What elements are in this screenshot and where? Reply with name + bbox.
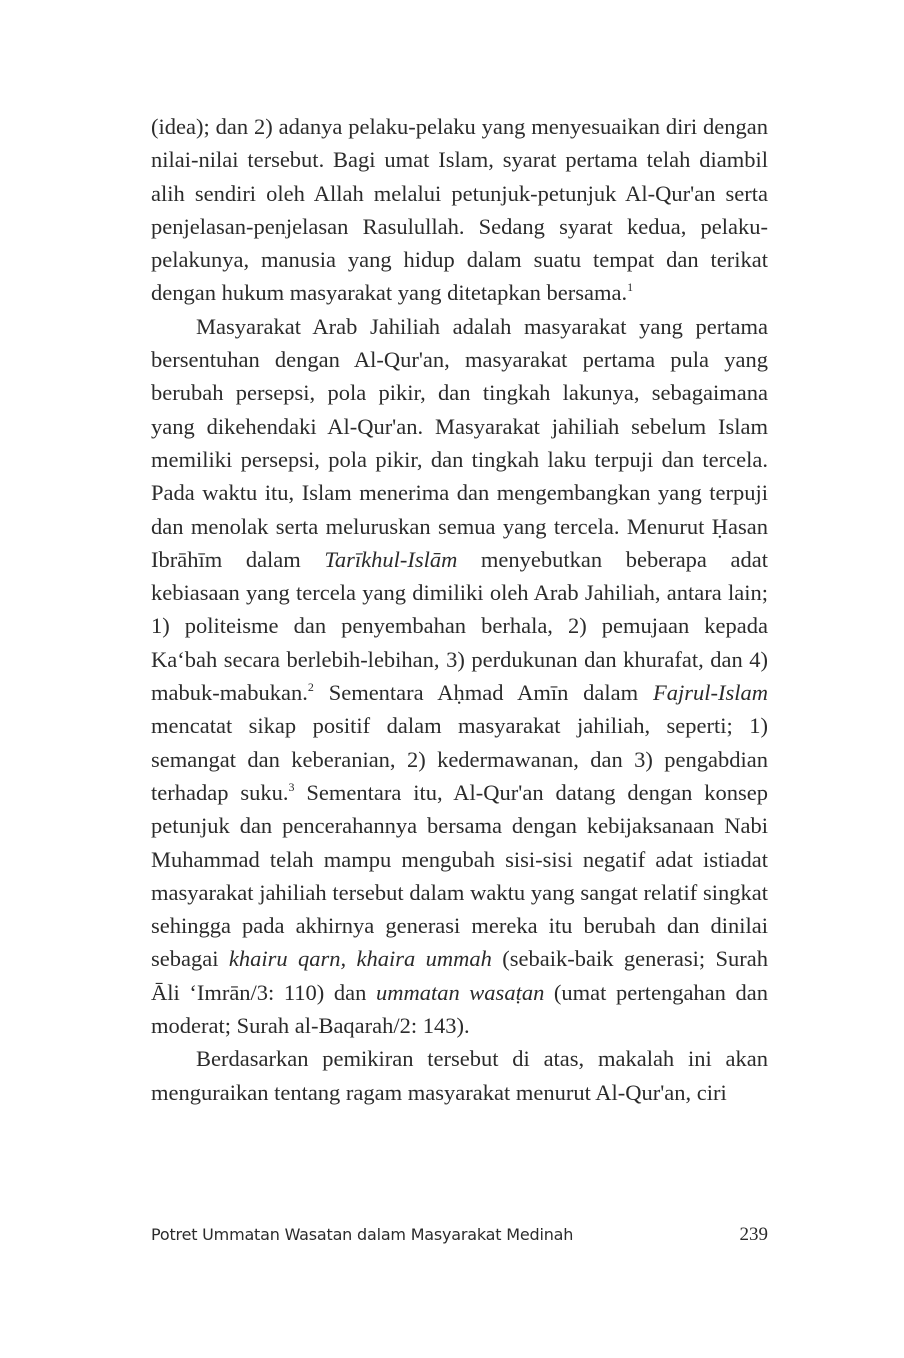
text-segment: (sebaik-baik generasi; Surah Āli ‘Imrān/3: 110) dan <box>151 946 768 1005</box>
body-paragraph <box>151 310 768 1043</box>
text-segment: mencatat sikap positif dalam masyarakat jahiliah, seperti; 1) semangat dan keberanian, 2) kedermawanan, dan 3) pengabdian terhadap suku. <box>151 713 768 805</box>
italic-term: khairu qarn, khaira ummah <box>228 946 492 972</box>
body-paragraph <box>151 1042 768 1109</box>
footnote-marker: 2 <box>307 680 314 695</box>
text-segment: Sementara Aḥmad Amīn dalam <box>313 680 653 706</box>
body-paragraph <box>151 110 768 310</box>
page-number: 239 <box>739 1224 768 1245</box>
footnote-marker: 3 <box>288 779 295 794</box>
text-segment: menyebutkan beberapa adat kebiasaan yang tercela yang dimiliki oleh Arab Jahiliah, antara lain; 1) politeisme dan penyembahan berhala, 2) pemujaan kepada Ka‘bah secara berlebih-lebihan, 3) perdukunan dan khurafat, dan 4) mabuk-mabukan. <box>151 546 768 706</box>
text-segment: Masyarakat Arab Jahiliah adalah masyarakat yang pertama bersentuhan dengan Al-Qur'an, masyarakat pertama pula yang berubah persepsi, pola pikir, dan tingkah lakunya, sebagaimana yang dikehendaki Al-Qur'an. Masyarakat jahiliah sebelum Islam memiliki persepsi, pola pikir, dan tingkah laku terpuji dan tercela. Pada waktu itu, Islam menerima dan mengembangkan yang terpuji dan menolak serta meluruskan semua yang tercela. Menurut Ḥasan Ibrāhīm dalam <box>151 313 768 572</box>
page-footer <box>151 1222 768 1248</box>
italic-term: Fajrul-Islam <box>653 680 768 706</box>
text-segment: Berdasarkan pemikiran tersebut di atas, makalah ini akan menguraikan tentang ragam masyarakat menurut Al-Qur'an, ciri <box>151 1046 768 1105</box>
text-segment: (umat pertengahan dan moderat; Surah al-Baqarah/2: 143). <box>151 979 768 1039</box>
italic-term: Tarīkhul-Islām <box>324 546 458 572</box>
text-segment: (idea); dan 2) adanya pelaku-pelaku yang menyesuaikan diri dengan nilai-nilai tersebut. Bagi umat Islam, syarat pertama telah diambil alih sendiri oleh Allah melalui petunjuk-petunjuk Al-Qur'an serta penjelasan-penjelasan Rasulullah. Sedang syarat kedua, pelaku-pelakunya, manusia yang hidup dalam suatu tempat dan terikat dengan hukum masyarakat yang ditetapkan bersama. <box>151 114 768 306</box>
running-footer-title: Potret Ummatan Wasatan dalam Masyarakat Medinah <box>151 1225 574 1244</box>
text-segment: Sementara itu, Al-Qur'an datang dengan konsep petunjuk dan pencerahannya bersama dengan kebijaksanaan Nabi Muhammad telah mampu mengubah sisi-sisi negatif adat istiadat masyarakat jahiliah tersebut dalam waktu yang sangat relatif singkat sehingga pada akhirnya generasi mereka itu berubah dan dinilai sebagai <box>151 779 768 972</box>
footnote-marker: 1 <box>627 280 634 295</box>
italic-term: ummatan wasaṭan <box>375 979 545 1005</box>
page-body-text <box>151 110 768 1109</box>
